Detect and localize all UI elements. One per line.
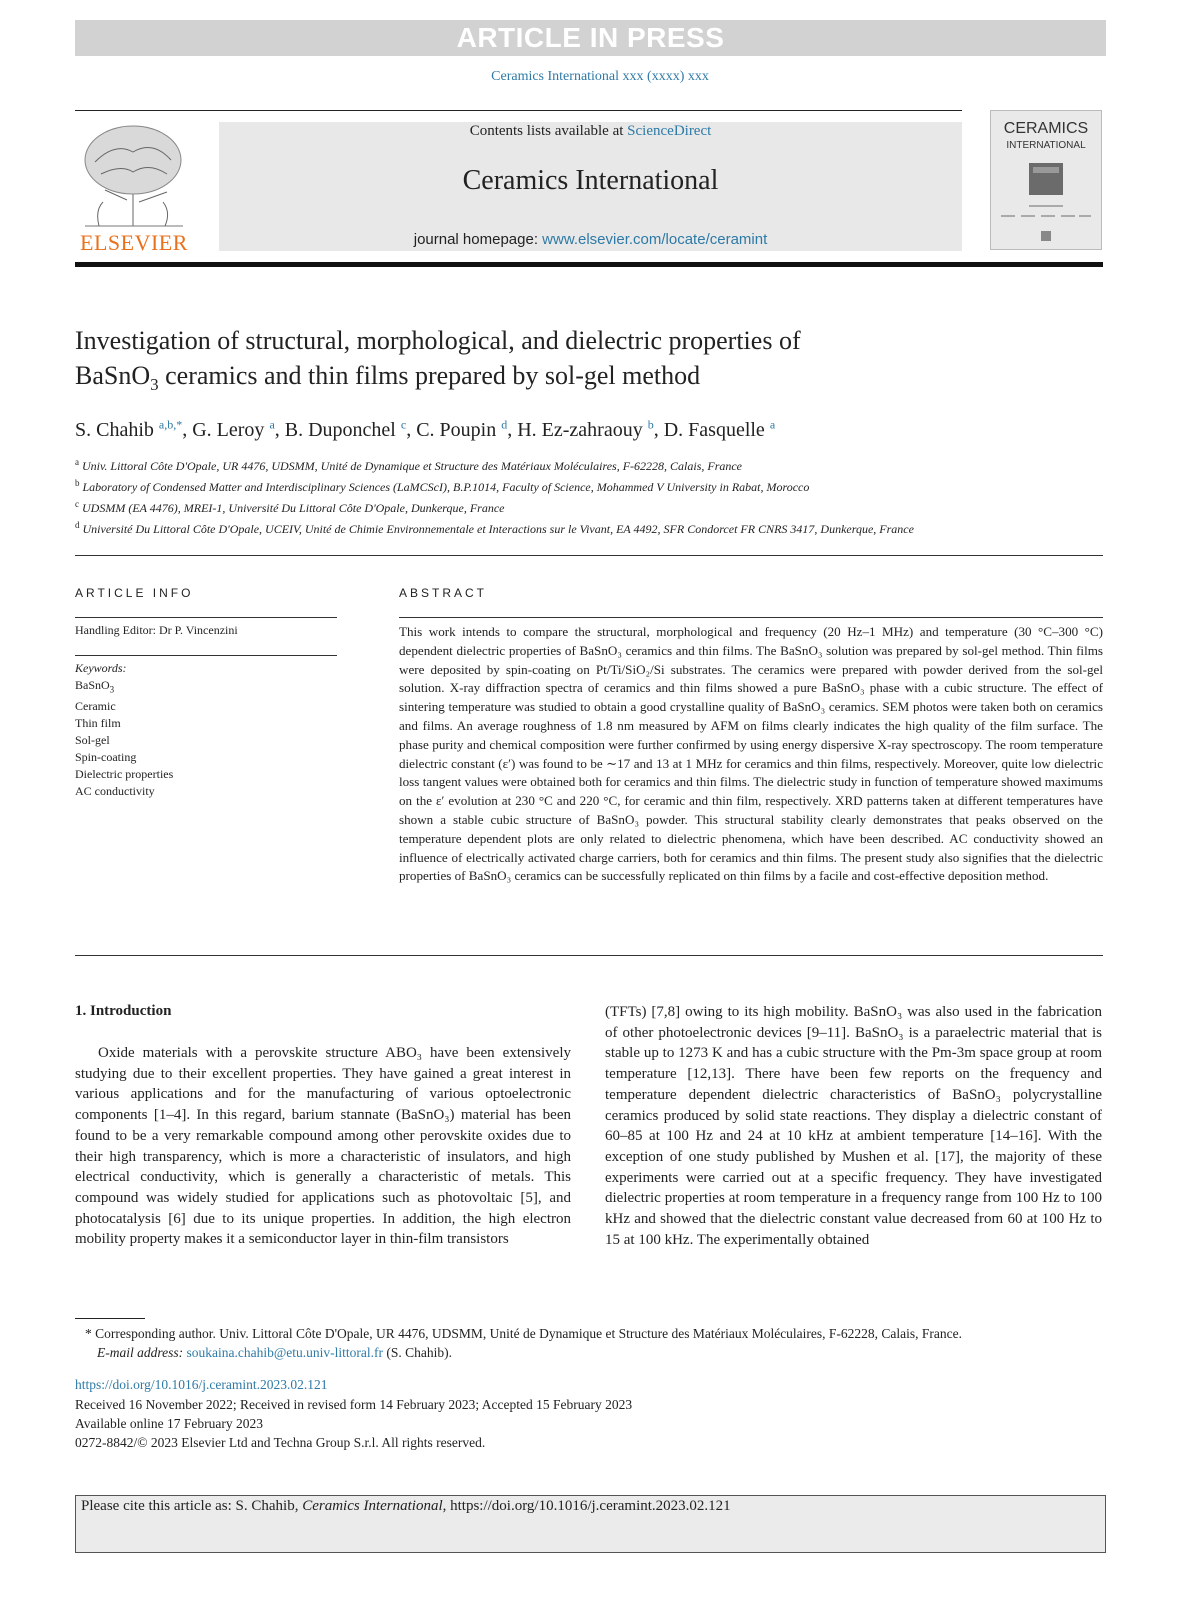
homepage-prefix: journal homepage:: [413, 231, 543, 248]
email-link[interactable]: soukaina.chahib@etu.univ-littoral.fr: [186, 1345, 384, 1360]
footnote-star: *: [85, 1326, 92, 1341]
available-online: Available online 17 February 2023: [75, 1415, 263, 1431]
abstract-text: This work intends to compare the structural, morphological and frequency (20 Hz–1 MHz) and temperature (30 °C–300 °C) dependent dielectric properties of BaSnO₃ ceramics and thin films. The BaSnO₃ solution was prepared by sol-gel method. Thin films were deposited by spin-coating on Pt/Ti/SiO₂/Si substrates. The ceramics were prepared with powder derived from the sol-gel solution. X-ray diffraction spectra of ceramics and thin films showed a pure BaSnO₃ phase with a cubic structure. The effect of sintering temperature was studied to obtain a good crystalline quality of BaSnO₃ ceramics. SEM photos were taken both on ceramics and films. An average roughness of 1.8 nm measured by AFM on films clearly indicates the high quality of the film surface. The phase purity and chemical composition were further confirmed by using energy dispersive X-ray spectroscopy. The room temperature dielectric constant (ε′) was found to be ∼17 and 13 at 1 MHz for ceramics and thin films, respectively. Moreover, quite low dielectric loss tangent values were obtained both for ceramics and thin films. The dielectric study in function of temperature showed maximums on the ε′ evolution at 230 °C and 220 °C, for ceramic and thin film, respectively. XRD patterns taken at different temperatures have shown a stable cubic structure of BaSnO₃ powder. This structural stability clearly demonstrates that peaks observed on the temperature dependent plots are only related to dielectric phenomena, which have been described. AC conductivity showed an influence of electrically activated charge carriers, both for ceramics and thin films. The present study also signifies that the dielectric properties of BaSnO₃ ceramics can be successfully replicated on thin films by a facile and cost-effective deposition method.: [399, 624, 1103, 884]
header-rule-top: [75, 110, 962, 111]
author[interactable]: G. Leroy $^a$: [192, 417, 275, 441]
affiliations-rule: [75, 555, 1103, 556]
elsevier-wordmark: ELSEVIER: [80, 230, 188, 255]
affiliation: $^d$ Université Du Littoral Côte D'Opale, UCEIV, Unité de Chimie Environnementale et Interactions sur le Vivant, EA 4492, SFR Condorcet FR CNRS 3417, Dunkerque, France: [75, 520, 914, 536]
affiliation: $^a$ Univ. Littoral Côte D'Opale, UR 4476, UDSMM, Unité de Dynamique et Structure des Matériaux Moléculaires, F-62228, Calais, France: [75, 457, 743, 473]
author[interactable]: H. Ez-zahraouy $^b$: [517, 417, 654, 441]
journal-homepage-link[interactable]: www.elsevier.com/locate/ceramint: [542, 231, 768, 248]
keywords-rule: [75, 655, 337, 656]
introduction-left-column: Oxide materials with a perovskite structure ABO₃ have been extensively studying due to their excellent properties. They have gained a great interest in various applications and for the manufacturing of various optoelectronic components [1–4]. In this regard, barium stannate (BaSnO₃) material has been found to be a very remarkable compound among other perovskite oxides due to their high transparency, which is more a characteristic of insulators, and high electrical conductivity, which is generally a characteristic of metals. This compound was widely studied for applications such as photovoltaic [5], and photocatalysis [6] due to its unique properties. In addition, the high electron mobility property makes it a semiconductor layer in thin-film transistors: [75, 1045, 571, 1248]
abstract-rule: [399, 617, 1103, 618]
cover-title: CERAMICS: [1003, 120, 1089, 137]
homepage-line: [219, 231, 962, 248]
affiliation: $^b$ Laboratory of Condensed Matter and Interdisciplinary Sciences (LaMCScI), B.P.1014, Faculty of Science, Mohammed V University in Rabat, Morocco: [75, 478, 810, 494]
article-info-heading: ARTICLE INFO: [75, 586, 194, 600]
footnote-rule: [75, 1318, 145, 1319]
cover-subtitle: INTERNATIONAL: [1006, 140, 1086, 151]
email-label: E-mail address:: [97, 1345, 184, 1360]
introduction-heading: 1. Introduction: [75, 1003, 172, 1019]
author-list: S. Chahib $^{a,b,*}$, G. Leroy $^a$, B. Duponchel $^c$, C. Poupin $^d$, H. Ez-zahraouy $^b$, D. Fasquelle $^a$: [75, 417, 776, 441]
abstract-heading: ABSTRACT: [399, 586, 488, 600]
article-info-rule: [75, 617, 337, 618]
keyword: Dielectric properties: [75, 767, 174, 782]
cite-prefix: Please cite this article as: S. Chahib,: [81, 1498, 303, 1514]
contents-prefix: Contents lists available at: [469, 123, 628, 139]
author[interactable]: S. Chahib $^{a,b,*}$: [75, 417, 183, 441]
author[interactable]: C. Poupin $^d$: [416, 417, 508, 441]
footnote-text: Corresponding author. Univ. Littoral Côte D'Opale, UR 4476, UDSMM, Unité de Dynamique et Structure des Matériaux Moléculaires, F-62228, Calais, France.: [95, 1326, 963, 1341]
journal-reference[interactable]: Ceramics International xxx (xxxx) xxx: [491, 69, 709, 84]
doi-link[interactable]: https://doi.org/10.1016/j.ceramint.2023.02.121: [75, 1377, 328, 1392]
copyright: 0272-8842/© 2023 Elsevier Ltd and Techna Group S.r.l. All rights reserved.: [75, 1434, 486, 1450]
journal-name: Ceramics International: [462, 165, 719, 196]
received-dates: Received 16 November 2022; Received in revised form 14 February 2023; Accepted 15 February 2023: [75, 1397, 633, 1412]
author[interactable]: D. Fasquelle $^a$: [663, 417, 776, 441]
cite-this-article-box: [75, 1495, 1106, 1553]
affiliation-list: [75, 454, 1105, 538]
corresponding-author-footnote: [75, 1324, 1105, 1362]
introduction-right-column: (TFTs) [7,8] owing to its high mobility. BaSnO₃ was also used in the fabrication of other photoelectronic devices [9–11]. BaSnO₃ is a paraelectric material that is stable up to 1273 K and has a cubic structure with the Pm-3m space group at room temperature [12,13]. There have been few reports on the frequency and temperature dependent dielectric characteristics of BaSnO₃ polycrystalline ceramics produced by solid state reactions. They display a dielectric constant of 60–85 at 100 Hz and 24 at 10 kHz at ambient temperature [14–16]. With the exception of one study published by Mushen et al. [17], the majority of these experiments were carried out at a specific frequency. They have investigated dielectric properties at room temperature in a frequency range from 100 Hz to 100 kHz and showed that the dielectric constant value decreased from 60 at 100 Hz to 15 at 100 kHz. The experimentally obtained: [605, 1004, 1102, 1248]
keyword: Thin film: [75, 716, 121, 731]
email-suffix: (S. Chahib).: [386, 1345, 453, 1360]
keyword: Sol-gel: [75, 733, 110, 748]
author[interactable]: B. Duponchel $^c$: [284, 417, 407, 441]
handling-editor: Handling Editor: Dr P. Vincenzini: [75, 623, 238, 637]
title-line-2-post: ceramics and thin films prepared by sol-gel method: [158, 361, 701, 390]
keyword: AC conductivity: [75, 784, 155, 799]
article-title: [75, 323, 1075, 402]
title-line-2-sub: 3: [150, 375, 159, 395]
keyword: Ceramic: [75, 699, 116, 714]
title-line-2-pre: BaSnO: [75, 361, 151, 390]
keyword: Spin-coating: [75, 750, 137, 765]
contents-line: [219, 122, 962, 140]
cite-suffix[interactable]: , https://doi.org/10.1016/j.ceramint.2023.02.121: [442, 1498, 731, 1514]
publication-dates: [75, 1396, 632, 1452]
affiliation: $^c$ UDSMM (EA 4476), MREI-1, Université Du Littoral Côte D'Opale, Dunkerque, France: [75, 499, 505, 515]
header-rule-bottom: [75, 262, 1103, 267]
cite-journal: Ceramics International: [302, 1498, 443, 1514]
keywords-label: Keywords:: [75, 661, 127, 675]
abstract-bottom-rule: [75, 955, 1103, 956]
article-in-press-banner: ARTICLE IN PRESS: [75, 20, 1106, 56]
keyword: BaSnO$_3$: [75, 678, 115, 695]
sciencedirect-link[interactable]: ScienceDirect: [627, 123, 712, 139]
keywords-block: [75, 660, 173, 800]
title-line-1: Investigation of structural, morphological, and dielectric properties of: [75, 326, 801, 355]
